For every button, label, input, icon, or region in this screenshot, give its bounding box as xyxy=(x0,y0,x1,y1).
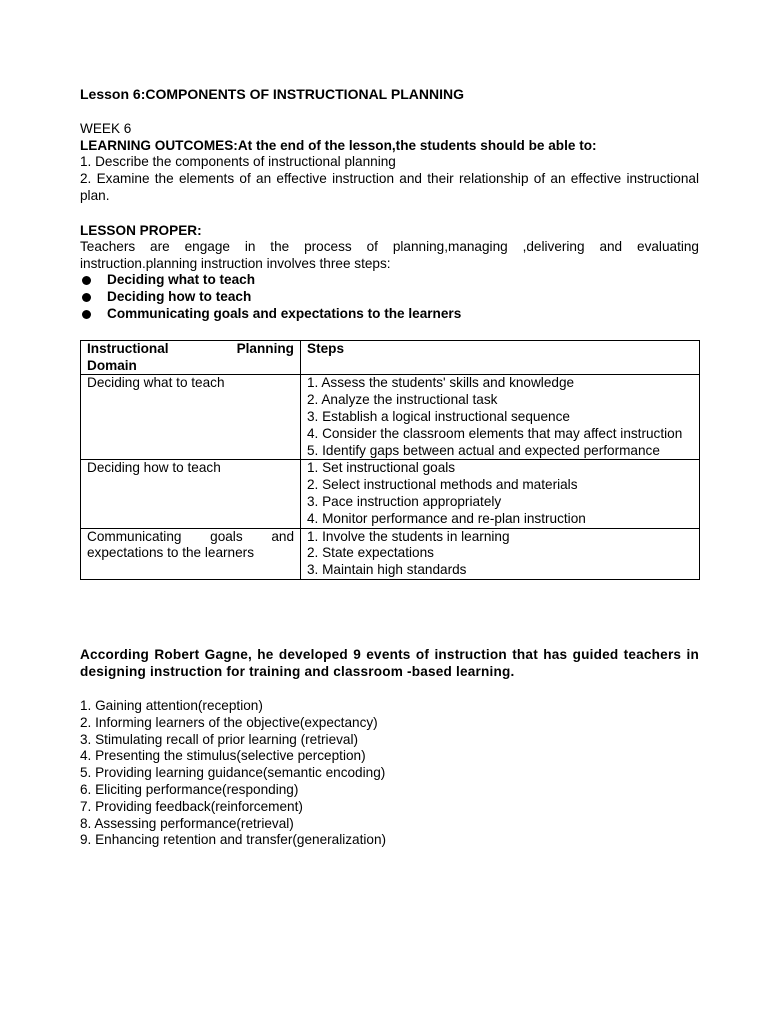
domain-cell: Deciding how to teach xyxy=(81,460,301,528)
step-item: 5. Identify gaps between actual and expected performance xyxy=(307,442,660,458)
header-word: Domain xyxy=(87,357,137,373)
bullet-text: Deciding how to teach xyxy=(107,289,252,305)
table-row xyxy=(81,528,700,579)
step-item: 2. Analyze the instructional task xyxy=(307,392,498,408)
table-header-steps: Steps xyxy=(301,340,700,375)
step-item: 4. Monitor performance and re-plan instruction xyxy=(307,510,586,526)
table-header-row xyxy=(81,340,700,375)
list-item: 2. Informing learners of the objective(expectancy) xyxy=(80,714,378,730)
week-label: WEEK 6 xyxy=(80,121,132,136)
header-word: Instructional xyxy=(87,340,169,356)
step-item: 2. State expectations xyxy=(307,545,434,561)
list-item: 9. Enhancing retention and transfer(generalization) xyxy=(80,832,387,848)
bullet-item xyxy=(80,272,699,289)
table-row xyxy=(81,375,700,460)
gagne-events-list xyxy=(80,698,699,849)
outcome-item: 1. Describe the components of instructional planning xyxy=(80,154,396,169)
step-item: 1. Set instructional goals xyxy=(307,460,456,476)
header-word: Planning xyxy=(236,340,294,356)
outcome-item: 2. Examine the elements of an effective instruction and their relationship of an effective instructional plan. xyxy=(80,170,699,203)
list-item: 1. Gaining attention(reception) xyxy=(80,697,263,713)
document-page xyxy=(80,86,699,849)
lesson-proper-heading: LESSON PROPER: xyxy=(80,223,202,239)
step-item: 2. Select instructional methods and materials xyxy=(307,477,578,493)
table-header-domain xyxy=(81,340,301,375)
bullet-item xyxy=(80,306,699,323)
step-item: 3. Establish a logical instructional sequence xyxy=(307,408,570,424)
learning-outcomes-heading: LEARNING OUTCOMES:At the end of the lesson,the students should be able to: xyxy=(80,138,597,153)
steps-cell xyxy=(301,375,700,460)
list-item: 5. Providing learning guidance(semantic encoding) xyxy=(80,765,386,781)
steps-bullet-list xyxy=(80,272,699,322)
bullet-item xyxy=(80,289,699,306)
step-item: 1. Assess the students' skills and knowledge xyxy=(307,375,575,391)
bullet-dot-icon xyxy=(82,293,91,302)
step-item: 3. Pace instruction appropriately xyxy=(307,493,502,509)
steps-cell xyxy=(301,528,700,579)
table-row xyxy=(81,460,700,528)
steps-cell xyxy=(301,460,700,528)
lesson-title: Lesson 6:COMPONENTS OF INSTRUCTIONAL PLANNING xyxy=(80,86,464,102)
domain-cell: Deciding what to teach xyxy=(81,375,301,460)
gagne-intro: According Robert Gagne, he developed 9 events of instruction that has guided teachers in designing instruction for training and classroom -based learning. xyxy=(80,646,699,679)
instructional-planning-table xyxy=(80,340,700,580)
list-item: 3. Stimulating recall of prior learning (retrieval) xyxy=(80,731,359,747)
step-item: 1. Involve the students in learning xyxy=(307,528,510,544)
list-item: 8. Assessing performance(retrieval) xyxy=(80,815,294,831)
domain-cell: Communicating goals and expectations to the learners xyxy=(81,528,301,579)
list-item: 6. Eliciting performance(responding) xyxy=(80,781,299,797)
bullet-dot-icon xyxy=(82,310,91,319)
list-item: 4. Presenting the stimulus(selective perception) xyxy=(80,748,366,764)
step-item: 3. Maintain high standards xyxy=(307,562,467,578)
list-item: 7. Providing feedback(reinforcement) xyxy=(80,798,303,814)
lesson-proper-paragraph: Teachers are engage in the process of planning,managing ,delivering and evaluating instruction.planning instruction involves three steps: xyxy=(80,239,699,271)
bullet-text: Communicating goals and expectations to the learners xyxy=(107,305,462,321)
step-item: 4. Consider the classroom elements that may affect instruction xyxy=(307,425,683,441)
bullet-text: Deciding what to teach xyxy=(107,272,256,288)
bullet-dot-icon xyxy=(82,276,91,285)
